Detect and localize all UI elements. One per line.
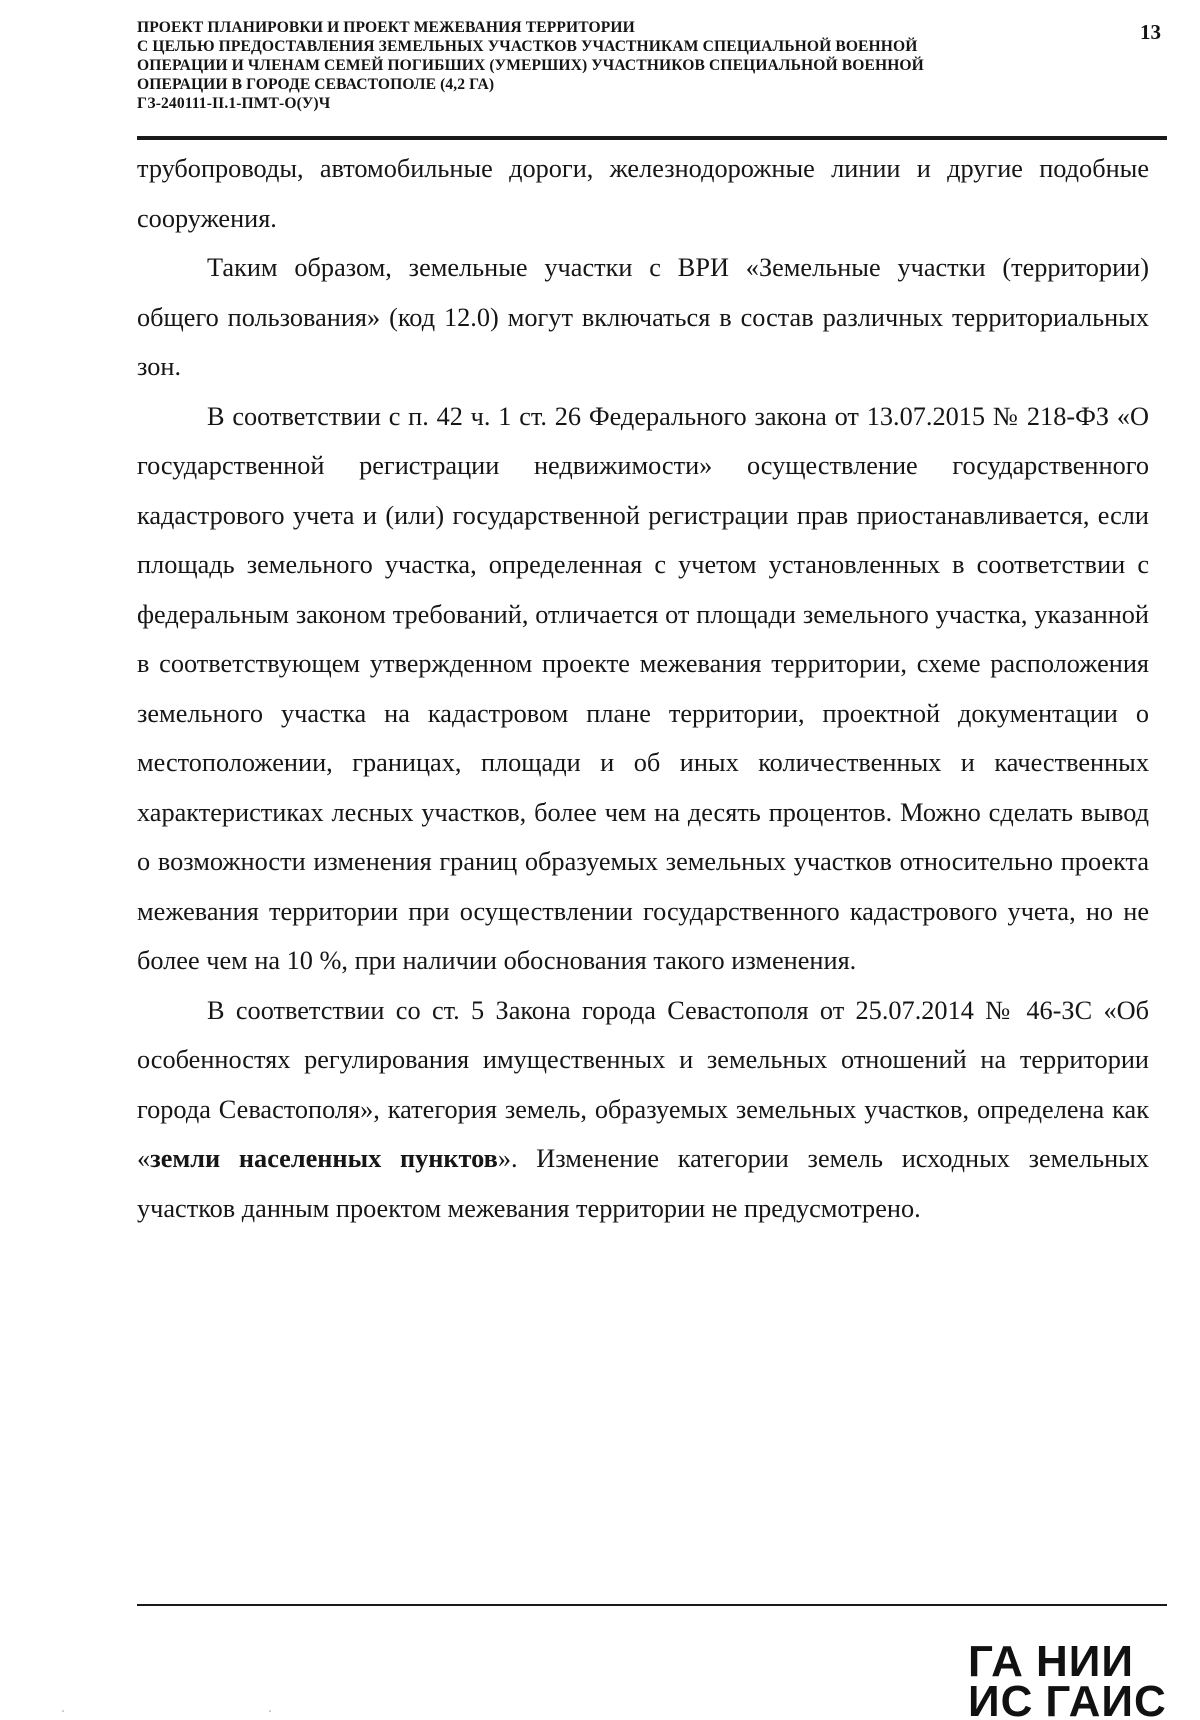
paragraph-4 — [137, 986, 1149, 1234]
header-divider — [137, 136, 1167, 140]
logo-row-bottom — [968, 1677, 1167, 1720]
document-body — [137, 144, 1149, 1233]
document-header — [137, 18, 1077, 113]
header-title-line-1: ПРОЕКТ ПЛАНИРОВКИ И ПРОЕКТ МЕЖЕВАНИЯ ТЕРРИТОРИИ — [137, 19, 635, 36]
paragraph-1: трубопроводы, автомобильные дороги, железнодорожные линии и другие подобные сооружения. — [137, 154, 1149, 233]
paragraph-2: Таким образом, земельные участки с ВРИ «Земельные участки (территории) общего пользования» (код 12.0) могут включаться в состав различных территориальных зон. — [137, 253, 1149, 381]
logo-text-top: НИИ — [1035, 1640, 1134, 1686]
page-number: 13 — [1140, 20, 1161, 44]
paragraph-4-text-end: ». Изменение категории земель исходных земельных участков данным проектом межевания территории не предусмотрено. — [137, 1144, 1149, 1223]
header-title-line-4: ОПЕРАЦИИ В ГОРОДЕ СЕВАСТОПОЛЕ (4,2 ГА) — [137, 76, 495, 93]
header-title-line-3: ОПЕРАЦИИ И ЧЛЕНАМ СЕМЕЙ ПОГИБШИХ (УМЕРШИХ) УЧАСТНИКОВ СПЕЦИАЛЬНОЙ ВОЕННОЙ — [137, 57, 924, 74]
footer-divider — [137, 1604, 1167, 1606]
scan-specks — [60, 1708, 320, 1714]
paragraph-3: В соответствии с п. 42 ч. 1 ст. 26 Федерального закона от 13.07.2015 № 218-ФЗ «О государственной регистрации недвижимости» осуществление государственного кадастрового учета и (или) государственной регистрации прав приостанавливается, если площадь земельного участка, определенная с учетом установленных в соответствии с федеральным законом требований, отличается от площади земельного участка, указанной в соответствующем утвержденном проекте межевания территории, схеме расположения земельного участка на кадастровом плане территории, проектной документации о местоположении, границах, площади и об иных количественных и качественных характеристиках лесных участков, более чем на десять процентов. Можно сделать вывод о возможности изменения границ образуемых земельных участков относительно проекта межевания территории при осуществлении государственного кадастрового учета, но не более чем на 10 %, при наличии обоснования такого изменения. — [137, 401, 1149, 975]
document-code: ГЗ-240111-II.1-ПМТ-О(У)Ч — [137, 95, 331, 112]
nii-gais-logo — [968, 1640, 1178, 1720]
paragraph-4-text-start: В соответствии со ст. 5 Закона города Севастополя от 25.07.2014 № 46-ЗС «Об особенностях регулирования имущественных и земельных отношений на территории города Севастополя», категория земель, образуемых земельных участков, определена как « — [137, 995, 1149, 1173]
header-title-line-2: С ЦЕЛЬЮ ПРЕДОСТАВЛЕНИЯ ЗЕМЕЛЬНЫХ УЧАСТКОВ УЧАСТНИКАМ СПЕЦИАЛЬНОЙ ВОЕННОЙ — [137, 38, 918, 55]
logo-mark-top: ГА — [968, 1640, 1024, 1686]
logo-mark-bottom: ИС — [968, 1677, 1034, 1720]
land-category-bold: земли населенных пунктов — [150, 1144, 498, 1173]
logo-text-bottom: ГАИС — [1045, 1677, 1167, 1720]
